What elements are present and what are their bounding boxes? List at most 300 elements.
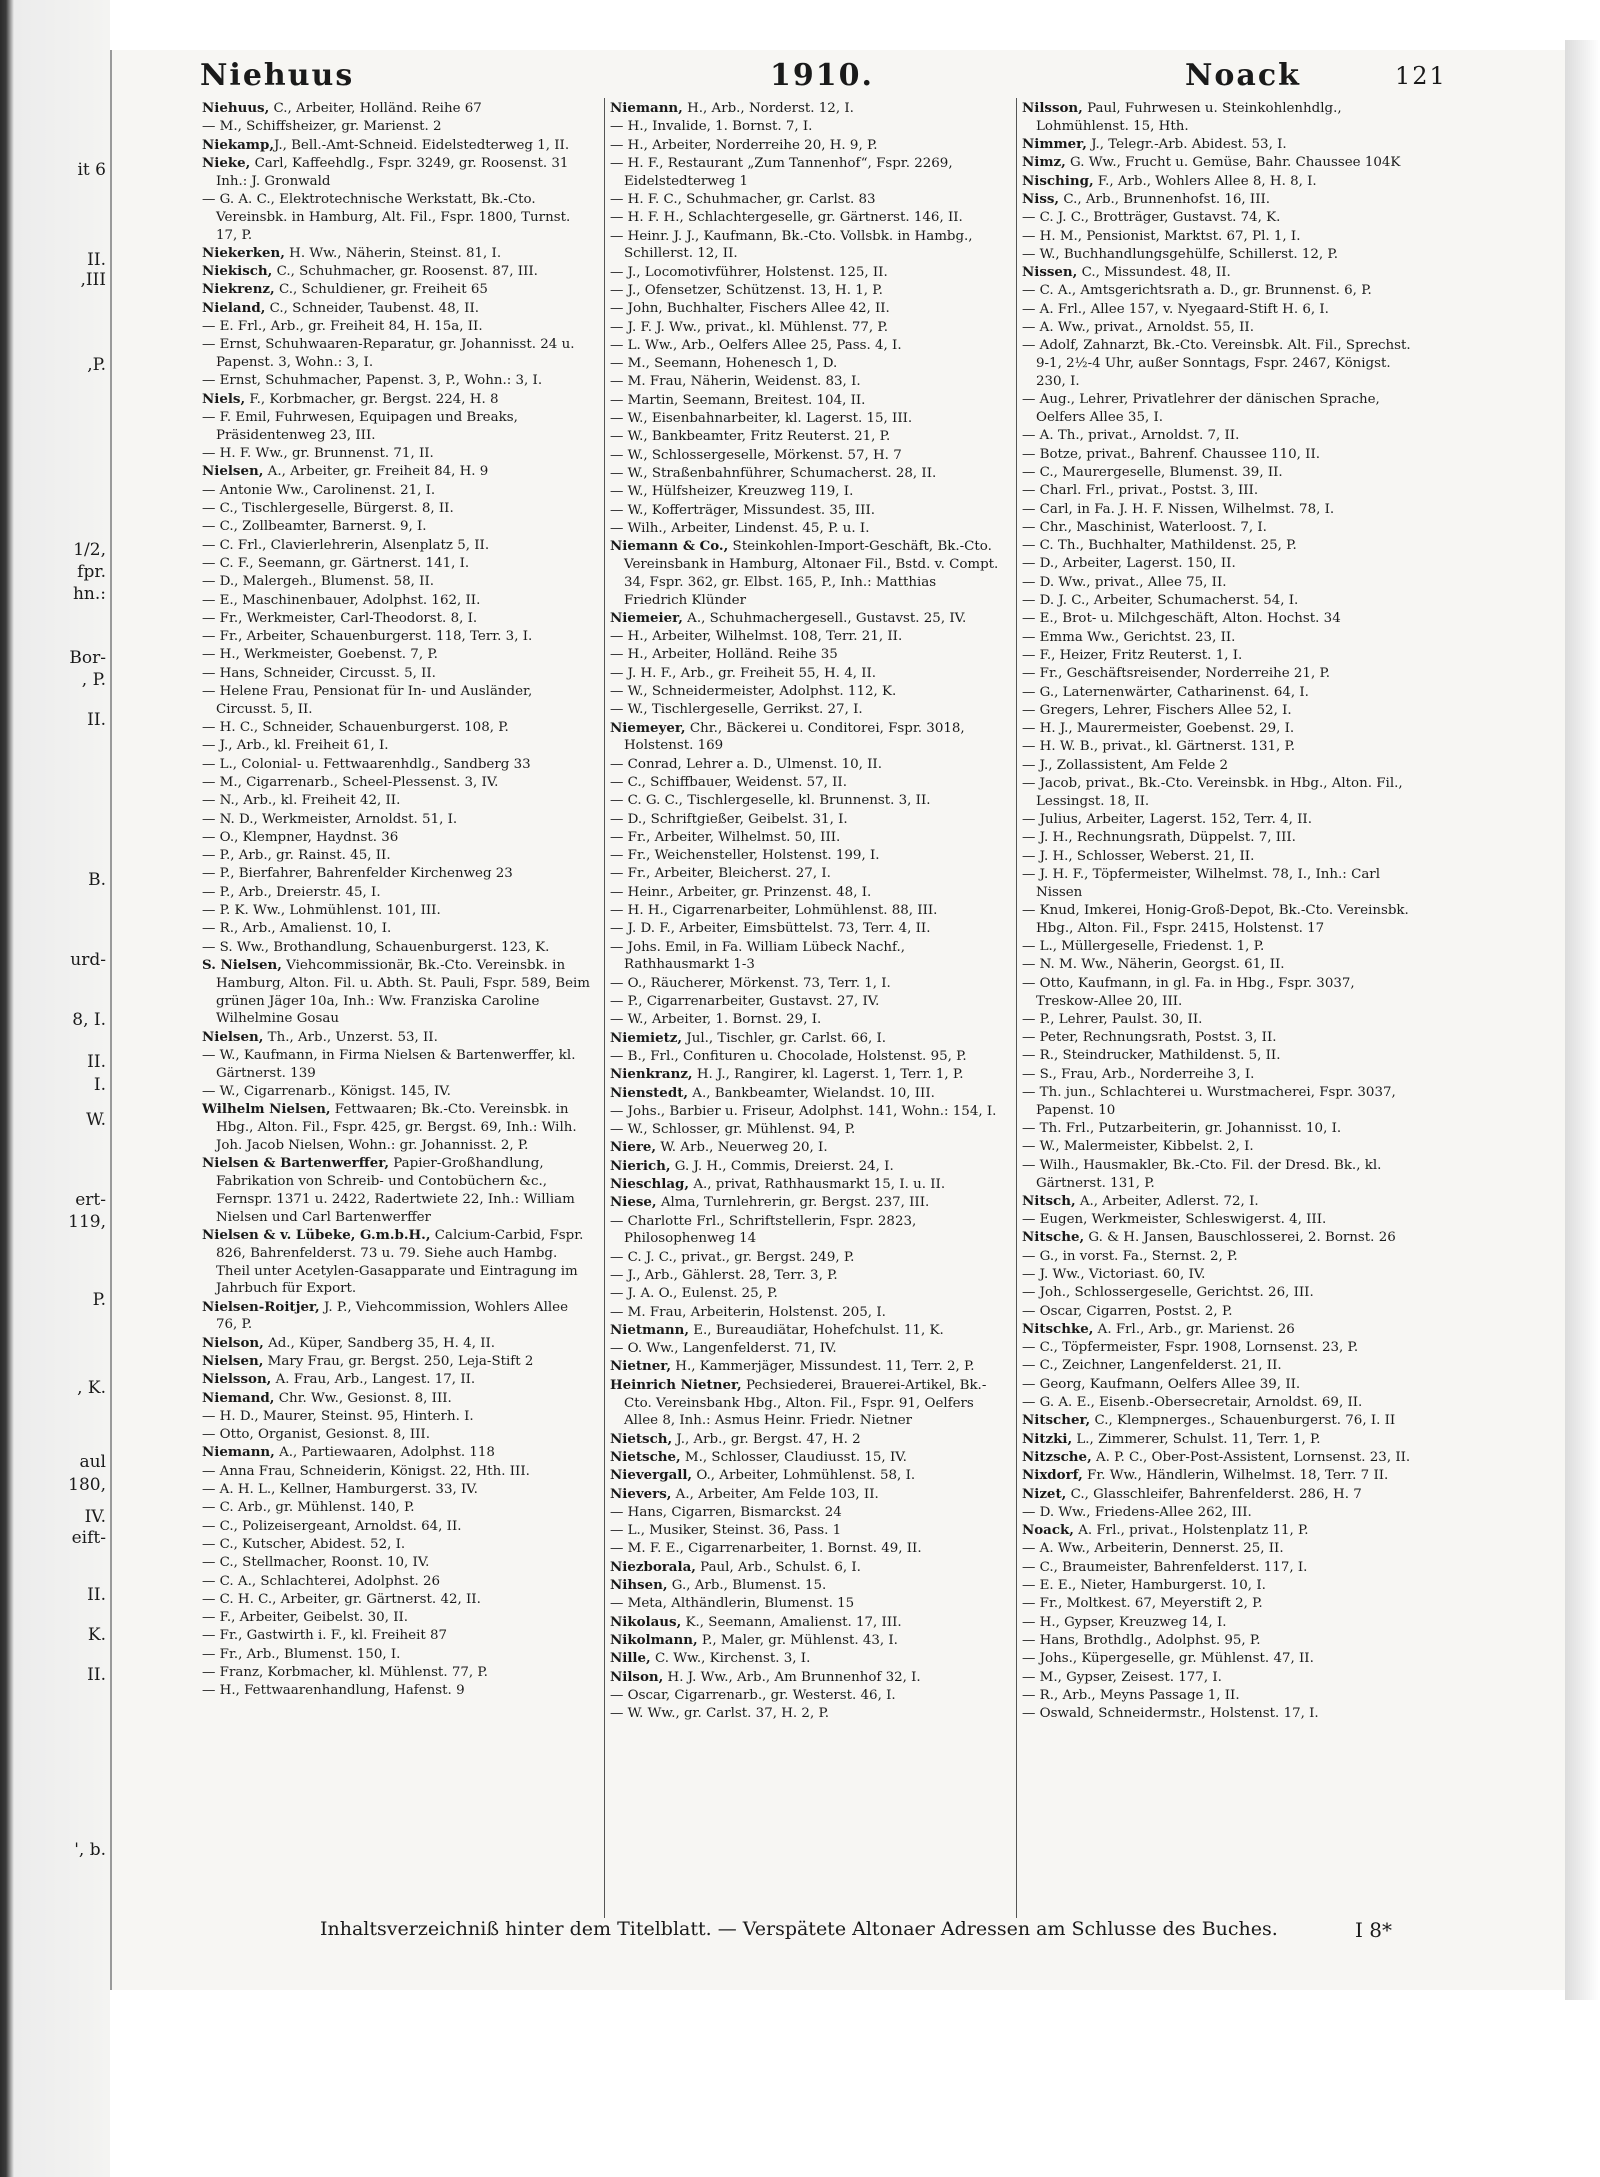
entry-surname: Nielsson, xyxy=(202,1371,272,1388)
entry-details: — Conrad, Lehrer a. D., Ulmenst. 10, II. xyxy=(610,756,882,772)
entry-details: — H., Arbeiter, Norderreihe 20, H. 9, P. xyxy=(610,137,878,153)
directory-entry xyxy=(1022,647,1412,665)
directory-entry xyxy=(610,502,1000,520)
directory-column-3 xyxy=(1022,100,1412,1723)
directory-entry xyxy=(1022,519,1412,537)
directory-entry xyxy=(610,1011,1000,1029)
directory-entry xyxy=(202,100,592,118)
directory-entry xyxy=(202,1682,592,1700)
entry-surname: Niemeyer, xyxy=(610,719,686,736)
entry-details: P., Maler, gr. Mühlenst. 43, I. xyxy=(697,1632,898,1648)
entry-details: — M. F. E., Cigarrenarbeiter, 1. Bornst. 49, II. xyxy=(610,1541,922,1557)
directory-entry xyxy=(202,920,592,938)
entry-details: — C., Schiffbauer, Weidenst. 57, II. xyxy=(610,774,847,790)
entry-details: A., Arbeiter, Am Felde 103, II. xyxy=(671,1486,879,1502)
directory-entry xyxy=(610,865,1000,883)
directory-entry xyxy=(202,1390,592,1408)
directory-entry xyxy=(1022,1632,1412,1650)
directory-entry xyxy=(1022,1376,1412,1394)
directory-entry xyxy=(1022,1266,1412,1284)
directory-entry xyxy=(202,683,592,719)
entry-surname: Nielsen, xyxy=(202,1028,264,1045)
entry-details: A. Frau, Arb., Langest. 17, II. xyxy=(271,1372,476,1388)
directory-entry xyxy=(1022,1303,1412,1321)
previous-page-text: II. xyxy=(87,710,106,730)
entry-surname: Niere, xyxy=(610,1139,657,1156)
entry-details: Viehcommissionär, Bk.-Cto. Vereinsbk. in Hamburg, Alton. Fil. u. Abth. St. Pauli, Fspr. 589, Beim grünen Jäger 10a, Inh.: Ww. Franziska Caroline Wilhelmine Gosau xyxy=(216,957,590,1027)
directory-entry xyxy=(1022,665,1412,683)
header-right-catchword: Noack xyxy=(1185,58,1301,93)
entry-details: — C. J. C., Brotträger, Gustavst. 74, K. xyxy=(1022,210,1281,226)
entry-details: — Eugen, Werkmeister, Schleswigerst. 4, III. xyxy=(1022,1212,1327,1228)
directory-entry xyxy=(202,957,592,1028)
entry-details: — Carl, in Fa. J. H. F. Nissen, Wilhelmst. 78, I. xyxy=(1022,501,1335,517)
entry-surname: Niemann, xyxy=(202,1444,275,1461)
directory-entry xyxy=(1022,337,1412,390)
directory-entry xyxy=(1022,1431,1412,1449)
entry-details: C. Ww., Kirchenst. 3, I. xyxy=(650,1651,811,1667)
entry-surname: Nielsen-Roitjer, xyxy=(202,1298,320,1315)
entry-details: — C. Th., Buchhalter, Mathildenst. 25, P. xyxy=(1022,538,1297,554)
entry-details: H., Arb., Norderst. 12, I. xyxy=(682,101,854,116)
directory-entry xyxy=(610,337,1000,355)
entry-surname: Nimz, xyxy=(1022,154,1066,171)
entry-surname: S. Nielsen, xyxy=(202,956,282,973)
column-divider xyxy=(604,98,605,1918)
directory-entry xyxy=(202,847,592,865)
page-footer xyxy=(320,1918,1540,1948)
directory-entry xyxy=(610,1085,1000,1103)
directory-entry xyxy=(610,1066,1000,1084)
directory-entry xyxy=(610,1322,1000,1340)
entry-details: — L., Colonial- u. Fettwaarenhdlg., Sandberg 33 xyxy=(202,756,531,772)
entry-details: Paul, Fuhrwesen u. Steinkohlenhdlg., Lohmühlenst. 15, Hth. xyxy=(1036,101,1342,134)
entry-details: — E., Maschinenbauer, Adolphst. 162, II. xyxy=(202,592,481,608)
entry-surname: Nierich, xyxy=(610,1157,671,1174)
directory-entry xyxy=(1022,1357,1412,1375)
previous-page-text: 1/2, xyxy=(73,540,106,560)
directory-entry xyxy=(202,1554,592,1572)
entry-details: — W., Kaufmann, in Firma Nielsen & Bartenwerffer, kl. Gärtnerst. 139 xyxy=(202,1047,576,1081)
entry-details: — P., Arb., Dreierstr. 45, I. xyxy=(202,884,381,900)
directory-entry xyxy=(610,610,1000,628)
entry-details: — D. J. C., Arbeiter, Schumacherst. 54, I. xyxy=(1022,593,1299,609)
entry-surname: Heinrich Nietner, xyxy=(610,1376,742,1393)
entry-surname: Nievers, xyxy=(610,1485,672,1502)
entry-surname: Nietsch, xyxy=(610,1430,673,1447)
directory-entry xyxy=(610,756,1000,774)
entry-surname: Nixdorf, xyxy=(1022,1467,1083,1484)
previous-page-text: 180, xyxy=(68,1475,106,1495)
directory-entry xyxy=(1022,1321,1412,1339)
directory-entry xyxy=(202,646,592,664)
entry-details: — G., Laternenwärter, Catharinenst. 64, I. xyxy=(1022,684,1309,700)
entry-details: — A. Th., privat., Arnoldst. 7, II. xyxy=(1022,428,1240,444)
entry-details: A. P. C., Ober-Post-Assistent, Lornsenst. 23, II. xyxy=(1091,1449,1411,1465)
previous-page-text: 119, xyxy=(68,1212,106,1232)
entry-details: — H. F., Restaurant „Zum Tannenhof“, Fspr. 2269, Eidelstedterweg 1 xyxy=(610,155,953,189)
entry-details: — C., Zollbeamter, Barnerst. 9, I. xyxy=(202,519,427,535)
directory-entry xyxy=(1022,902,1412,938)
directory-entry xyxy=(1022,464,1412,482)
entry-details: — Ernst, Schuhwaaren-Reparatur, gr. Johannisst. 24 u. Papenst. 3, Wohn.: 3, I. xyxy=(202,337,575,371)
directory-entry xyxy=(610,1121,1000,1139)
entry-details: — A. Ww., Arbeiterin, Dennerst. 25, II. xyxy=(1022,1541,1284,1557)
entry-surname: Wilhelm Nielsen, xyxy=(202,1101,331,1118)
previous-page-text: aul xyxy=(79,1452,106,1472)
entry-details: — C., Braumeister, Bahrenfelderst. 117, I. xyxy=(1022,1559,1308,1575)
entry-details: — A. Ww., privat., Arnoldst. 55, II. xyxy=(1022,320,1254,336)
entry-surname: Nikolmann, xyxy=(610,1631,698,1648)
entry-details: Fettwaaren; Bk.-Cto. Vereinsbk. in Hbg., Alton. Fil., Fspr. 425, gr. Bergst. 69, Inh.: Wilh. Joh. Jacob Nielsen, Wohn.: gr. Johannisst. 2, P. xyxy=(216,1102,577,1153)
directory-entry xyxy=(610,1650,1000,1668)
directory-entry xyxy=(610,993,1000,1011)
directory-entry xyxy=(1022,775,1412,811)
entry-details: — Ernst, Schuhmacher, Papenst. 3, P., Wohn.: 3, I. xyxy=(202,373,543,389)
directory-entry xyxy=(202,1299,592,1335)
directory-entry xyxy=(610,1285,1000,1303)
directory-entry xyxy=(1022,702,1412,720)
entry-details: A., Partiewaaren, Adolphst. 118 xyxy=(274,1445,495,1461)
directory-entry xyxy=(610,118,1000,136)
directory-entry xyxy=(1022,738,1412,756)
directory-entry xyxy=(610,902,1000,920)
entry-details: — L., Müllergeselle, Friedenst. 1, P. xyxy=(1022,939,1265,955)
entry-details: — Emma Ww., Gerichtst. 23, II. xyxy=(1022,629,1236,645)
entry-details: Papier-Großhandlung, Fabrikation von Schreib- und Contobüchern &c., Fernspr. 1371 u. 2422, Radertwiete 22, Inh.: William Nielsen und Carl Bartenwerffer xyxy=(216,1156,575,1225)
footer-note: Inhaltsverzeichniß hinter dem Titelblatt. — Verspätete Altonaer Adressen am Schlusse des Buches. xyxy=(320,1918,1278,1940)
entry-details: — W., Hülfsheizer, Kreuzweg 119, I. xyxy=(610,484,854,500)
entry-details: — Botze, privat., Bahrenf. Chaussee 110, II. xyxy=(1022,446,1321,462)
directory-entry xyxy=(202,482,592,500)
directory-entry xyxy=(610,1267,1000,1285)
entry-details: — Fr., Gastwirth i. F., kl. Freiheit 87 xyxy=(202,1628,448,1644)
directory-entry xyxy=(202,628,592,646)
directory-entry xyxy=(1022,501,1412,519)
directory-entry xyxy=(610,1449,1000,1467)
entry-details: — Fr., Moltkest. 67, Meyerstift 2, P. xyxy=(1022,1596,1263,1612)
entry-details: — Fr., Weichensteller, Holstenst. 199, I. xyxy=(610,848,880,864)
directory-entry xyxy=(1022,684,1412,702)
entry-details: — H. H., Cigarrenarbeiter, Lohmühlenst. 88, III. xyxy=(610,903,938,919)
directory-entry xyxy=(610,774,1000,792)
entry-surname: Nienkranz, xyxy=(610,1066,693,1083)
directory-entry xyxy=(202,1627,592,1645)
entry-details: — Oscar, Cigarren, Postst. 2, P. xyxy=(1022,1303,1233,1319)
directory-entry xyxy=(1022,829,1412,847)
entry-details: — H., Arbeiter, Holländ. Reihe 35 xyxy=(610,647,838,663)
entry-details: — J. H. F., Töpfermeister, Wilhelmst. 78, I., Inh.: Carl Nissen xyxy=(1022,866,1380,900)
previous-page-text: II. xyxy=(87,250,106,270)
directory-column-1 xyxy=(202,100,592,1701)
directory-entry xyxy=(610,100,1000,118)
previous-page-text: eift- xyxy=(71,1528,106,1548)
entry-details: Alma, Turnlehrerin, gr. Bergst. 237, III. xyxy=(656,1195,930,1211)
entry-details: C., Schuldiener, gr. Freiheit 65 xyxy=(274,282,488,298)
previous-page-text: ', b. xyxy=(74,1840,106,1860)
scan-right-margin xyxy=(1565,40,1600,2000)
directory-entry xyxy=(610,155,1000,191)
entry-details: — E. E., Nieter, Hamburgerst. 10, I. xyxy=(1022,1578,1266,1594)
directory-entry xyxy=(1022,1412,1412,1430)
entry-details: — C. G. C., Tischlergeselle, kl. Brunnenst. 3, II. xyxy=(610,793,931,809)
entry-details: — W., Bankbeamter, Fritz Reuterst. 21, P. xyxy=(610,429,891,445)
directory-entry xyxy=(610,355,1000,373)
entry-surname: Nienstedt, xyxy=(610,1084,689,1101)
entry-details: — Oswald, Schneidermstr., Holstenst. 17, I. xyxy=(1022,1706,1319,1722)
entry-surname: Nizet, xyxy=(1022,1485,1067,1502)
directory-entry xyxy=(202,1518,592,1536)
directory-entry xyxy=(610,811,1000,829)
directory-entry xyxy=(610,1213,1000,1249)
directory-entry xyxy=(202,555,592,573)
previous-page-text: 8, I. xyxy=(72,1010,106,1030)
entry-details: — Fr., Arbeiter, Bleicherst. 27, I. xyxy=(610,866,831,882)
directory-entry xyxy=(610,1669,1000,1687)
page-header xyxy=(200,58,1530,98)
entry-details: — M. Frau, Arbeiterin, Holstenst. 205, I. xyxy=(610,1304,886,1320)
previous-page-text: I. xyxy=(93,1075,106,1095)
previous-page-text: B. xyxy=(88,870,106,890)
entry-details: — N. D., Werkmeister, Arnoldst. 51, I. xyxy=(202,811,458,827)
directory-entry xyxy=(610,884,1000,902)
entry-details: — Fr., Arbeiter, Schauenburgerst. 118, Terr. 3, I. xyxy=(202,629,533,645)
entry-surname: Nielsen & v. Lübeke, G.m.b.H., xyxy=(202,1226,431,1243)
entry-details: — Martin, Seemann, Breitest. 104, II. xyxy=(610,392,866,408)
previous-page-text: ,III xyxy=(80,270,106,290)
directory-entry xyxy=(610,264,1000,282)
entry-details: — Fr., Arbeiter, Wilhelmst. 50, III. xyxy=(610,829,841,845)
directory-entry xyxy=(202,610,592,628)
entry-details: — C. F., Seemann, gr. Gärtnerst. 141, I. xyxy=(202,555,470,571)
entry-details: M., Schlosser, Claudiusst. 15, IV. xyxy=(680,1449,907,1465)
directory-entry xyxy=(1022,1066,1412,1084)
entry-details: — E. Frl., Arb., gr. Freiheit 84, H. 15a, II. xyxy=(202,319,483,335)
entry-details: C., Klempnerges., Schauenburgerst. 76, I. II xyxy=(1090,1413,1396,1429)
directory-entry xyxy=(610,1577,1000,1595)
entry-surname: Nietner, xyxy=(610,1358,672,1375)
entry-surname: Niekrenz, xyxy=(202,281,275,298)
entry-details: — Charl. Frl., privat., Postst. 3, III. xyxy=(1022,483,1259,499)
directory-entry xyxy=(1022,1687,1412,1705)
entry-details: C., Missundest. 48, II. xyxy=(1077,265,1231,281)
directory-entry xyxy=(610,1486,1000,1504)
entry-details: — Jacob, privat., Bk.-Cto. Vereinsbk. in Hbg., Alton. Fil., Lessingst. 18, II. xyxy=(1022,775,1403,809)
directory-entry xyxy=(202,665,592,683)
directory-entry xyxy=(610,665,1000,683)
entry-details: — D., Schriftgießer, Geibelst. 31, I. xyxy=(610,811,848,827)
entry-details: — C., Tischlergeselle, Bürgerst. 8, II. xyxy=(202,501,454,517)
directory-entry xyxy=(610,701,1000,719)
entry-details: — R., Steindrucker, Mathildenst. 5, II. xyxy=(1022,1048,1281,1064)
entry-details: — J., Arb., kl. Freiheit 61, I. xyxy=(202,738,389,754)
directory-entry xyxy=(1022,1522,1412,1540)
directory-entry xyxy=(202,811,592,829)
directory-entry xyxy=(202,774,592,792)
entry-details: — J. D. F., Arbeiter, Eimsbüttelst. 73, Terr. 4, II. xyxy=(610,921,931,937)
entry-details: — W., Schlosser, gr. Mühlenst. 94, P. xyxy=(610,1122,856,1138)
entry-details: — W., Schlossergeselle, Mörkenst. 57, H. 7 xyxy=(610,447,902,463)
entry-surname: Niemand, xyxy=(202,1389,275,1406)
entry-surname: Nitschke, xyxy=(1022,1320,1094,1337)
directory-entry xyxy=(610,847,1000,865)
entry-details: — W., Buchhandlungsgehülfe, Schillerst. 12, P. xyxy=(1022,246,1338,262)
entry-surname: Nitsche, xyxy=(1022,1229,1085,1246)
entry-surname: Nilsson, xyxy=(1022,100,1083,116)
entry-details: — O., Räucherer, Mörkenst. 73, Terr. 1, I. xyxy=(610,975,891,991)
directory-entry xyxy=(202,1426,592,1444)
entry-details: J., Arb., gr. Bergst. 47, H. 2 xyxy=(672,1431,861,1447)
entry-details: — C. A., Amtsgerichtsrath a. D., gr. Brunnenst. 6, P. xyxy=(1022,283,1372,299)
entry-details: — Th. jun., Schlachterei u. Wurstmacherei, Fspr. 3037, Papenst. 10 xyxy=(1022,1085,1396,1118)
directory-entry xyxy=(610,1632,1000,1650)
entry-details: — Anna Frau, Schneiderin, Königst. 22, Hth. III. xyxy=(202,1463,530,1479)
entry-surname: Niese, xyxy=(610,1194,657,1211)
entry-details: — J., Zollassistent, Am Felde 2 xyxy=(1022,757,1229,773)
entry-details: — Hans, Brothdlg., Adolphst. 95, P. xyxy=(1022,1632,1261,1648)
entry-details: — C. H. C., Arbeiter, gr. Gärtnerst. 42, II. xyxy=(202,1591,481,1607)
directory-entry xyxy=(610,538,1000,609)
directory-entry xyxy=(1022,1120,1412,1138)
directory-entry xyxy=(1022,1486,1412,1504)
directory-entry xyxy=(1022,757,1412,775)
entry-details: — Charlotte Frl., Schriftstellerin, Fspr. 2823, Philosophenweg 14 xyxy=(610,1213,917,1247)
header-left-catchword: Niehuus xyxy=(200,58,355,93)
entry-details: — Heinr. J. J., Kaufmann, Bk.-Cto. Vollsbk. in Hambg., Schillerst. 12, II. xyxy=(610,228,973,262)
directory-entry xyxy=(1022,446,1412,464)
entry-details: — N. M. Ww., Näherin, Georgst. 61, II. xyxy=(1022,957,1285,973)
directory-entry xyxy=(610,1048,1000,1066)
directory-entry xyxy=(1022,1284,1412,1302)
entry-surname: Nietmann, xyxy=(610,1321,690,1338)
directory-entry xyxy=(1022,811,1412,829)
entry-details: Fr. Ww., Händlerin, Wilhelmst. 18, Terr. 7 II. xyxy=(1082,1468,1389,1484)
directory-entry xyxy=(202,463,592,481)
entry-details: H., Kammerjäger, Missundest. 11, Terr. 2, P. xyxy=(671,1359,975,1375)
entry-details: — J., Ofensetzer, Schützenst. 13, H. 1, P. xyxy=(610,282,883,298)
entry-details: — Otto, Kaufmann, in gl. Fa. in Hbg., Fspr. 3037, Treskow-Allee 20, III. xyxy=(1022,975,1355,1009)
entry-surname: Nielsen, xyxy=(202,1352,264,1369)
entry-surname: Nitscher, xyxy=(1022,1412,1091,1429)
entry-details: A., Schuhmachergesell., Gustavst. 25, IV. xyxy=(682,610,967,626)
entry-details: Mary Frau, gr. Bergst. 250, Leja-Stift 2 xyxy=(263,1353,534,1369)
entry-details: — H., Gypser, Kreuzweg 14, I. xyxy=(1022,1614,1227,1630)
entry-surname: Nielsen, xyxy=(202,463,264,480)
directory-entry xyxy=(1022,610,1412,628)
directory-column-2 xyxy=(610,100,1000,1723)
entry-details: — J., Arb., Gählerst. 28, Terr. 3, P. xyxy=(610,1268,838,1283)
directory-entry xyxy=(610,300,1000,318)
entry-details: — H. F. C., Schuhmacher, gr. Carlst. 83 xyxy=(610,191,876,207)
entry-details: G. Ww., Frucht u. Gemüse, Bahr. Chaussee 104K xyxy=(1065,155,1401,171)
entry-details: O., Arbeiter, Lohmühlenst. 58, I. xyxy=(692,1468,916,1484)
previous-page-text: ,P. xyxy=(87,355,106,375)
entry-details: A. Frl., privat., Holstenplatz 11, P. xyxy=(1073,1523,1309,1539)
directory-entry xyxy=(202,902,592,920)
directory-entry xyxy=(202,1353,592,1371)
directory-entry xyxy=(610,319,1000,337)
directory-entry xyxy=(1022,264,1412,282)
entry-surname: Nitzsche, xyxy=(1022,1448,1092,1465)
entry-details: — W. Ww., gr. Carlst. 37, H. 2, P. xyxy=(610,1706,830,1722)
previous-page-text: urd- xyxy=(70,950,106,970)
entry-details: — Julius, Arbeiter, Lagerst. 152, Terr. 4, II. xyxy=(1022,812,1312,828)
entry-details: — L., Musiker, Steinst. 36, Pass. 1 xyxy=(610,1523,842,1539)
directory-entry xyxy=(610,1595,1000,1613)
entry-details: — P., Arb., gr. Rainst. 45, II. xyxy=(202,848,391,864)
directory-entry xyxy=(202,372,592,390)
entry-details: — J. A. O., Eulenst. 25, P. xyxy=(610,1286,778,1302)
directory-entry xyxy=(610,447,1000,465)
entry-details: — Peter, Rechnungsrath, Postst. 3, II. xyxy=(1022,1030,1277,1046)
directory-entry xyxy=(202,1227,592,1298)
directory-entry xyxy=(610,1540,1000,1558)
entry-details: — G., in vorst. Fa., Sternst. 2, P. xyxy=(1022,1248,1238,1264)
entry-details: — M., Cigarrenarb., Scheel-Plessenst. 3, IV. xyxy=(202,774,499,790)
entry-details: — W., Kofferträger, Missundest. 35, III. xyxy=(610,502,876,518)
entry-details: — W., Eisenbahnarbeiter, kl. Lagerst. 15, III. xyxy=(610,411,913,427)
entry-surname: Niemeier, xyxy=(610,609,683,626)
entry-details: F., Korbmacher, gr. Bergst. 224, H. 8 xyxy=(245,391,499,407)
printer-signature: I 8* xyxy=(1355,1918,1392,1942)
entry-surname: Niekisch, xyxy=(202,263,273,280)
directory-entry xyxy=(1022,1577,1412,1595)
entry-details: — Heinr., Arbeiter, gr. Prinzenst. 48, I. xyxy=(610,884,872,900)
entry-surname: Nille, xyxy=(610,1650,651,1667)
entry-details: — R., Arb., Meyns Passage 1, II. xyxy=(1022,1687,1240,1703)
directory-entry xyxy=(610,1194,1000,1212)
entry-details: — W., Tischlergeselle, Gerrikst. 27, I. xyxy=(610,702,863,718)
entry-details: H. J., Rangirer, kl. Lagerst. 1, Terr. 1, P. xyxy=(692,1067,964,1083)
directory-entry xyxy=(610,1103,1000,1121)
entry-details: G. & H. Jansen, Bauschlosserei, 2. Bornst. 26 xyxy=(1084,1230,1396,1246)
entry-details: — F., Heizer, Fritz Reuterst. 1, I. xyxy=(1022,647,1243,663)
entry-surname: Niezborala, xyxy=(610,1558,696,1575)
directory-entry xyxy=(202,1536,592,1554)
directory-entry xyxy=(202,756,592,774)
directory-entry xyxy=(202,445,592,463)
entry-details: — C. J. C., privat., gr. Bergst. 249, P. xyxy=(610,1249,855,1265)
previous-page-text: II. xyxy=(87,1665,106,1685)
directory-entry xyxy=(1022,391,1412,427)
directory-entry xyxy=(1022,1595,1412,1613)
entry-details: H. J. Ww., Arb., Am Brunnenhof 32, I. xyxy=(663,1669,921,1685)
entry-surname: Nisching, xyxy=(1022,172,1094,189)
entry-details: — S. Ww., Brothandlung, Schauenburgerst. 123, K. xyxy=(202,939,550,955)
entry-details: E., Bureaudiätar, Hohefchulst. 11, K. xyxy=(689,1322,944,1338)
directory-entry xyxy=(1022,866,1412,902)
entry-details: C., Glasschleifer, Bahrenfelderst. 286, H. 7 xyxy=(1066,1486,1362,1502)
previous-page-text: it 6 xyxy=(77,160,106,180)
directory-entry xyxy=(1022,246,1412,264)
directory-entry xyxy=(610,1559,1000,1577)
entry-details: — W., Schneidermeister, Adolphst. 112, K. xyxy=(610,684,897,699)
entry-details: Pechsiederei, Brauerei-Artikel, Bk.-Cto. Vereinsbank Hbg., Alton. Fil., Fspr. 91, Oelfers Allee 8, Inh.: Asmus Heinr. Friedr. Nietner xyxy=(624,1377,987,1429)
entry-surname: Noack, xyxy=(1022,1522,1074,1539)
directory-entry xyxy=(610,1705,1000,1723)
entry-surname: Niekamp, xyxy=(202,136,274,153)
directory-entry xyxy=(202,829,592,847)
directory-entry xyxy=(1022,1084,1412,1120)
directory-entry xyxy=(1022,555,1412,573)
entry-details: — J. Ww., Victoriast. 60, IV. xyxy=(1022,1267,1206,1282)
entry-details: — H. F. H., Schlachtergeselle, gr. Gärtnerst. 146, II. xyxy=(610,210,963,226)
directory-entry xyxy=(202,1029,592,1047)
entry-details: — J. H., Rechnungsrath, Düppelst. 7, III. xyxy=(1022,830,1296,846)
previous-page-text: II. xyxy=(87,1585,106,1605)
directory-entry xyxy=(1022,1248,1412,1266)
directory-entry xyxy=(1022,592,1412,610)
